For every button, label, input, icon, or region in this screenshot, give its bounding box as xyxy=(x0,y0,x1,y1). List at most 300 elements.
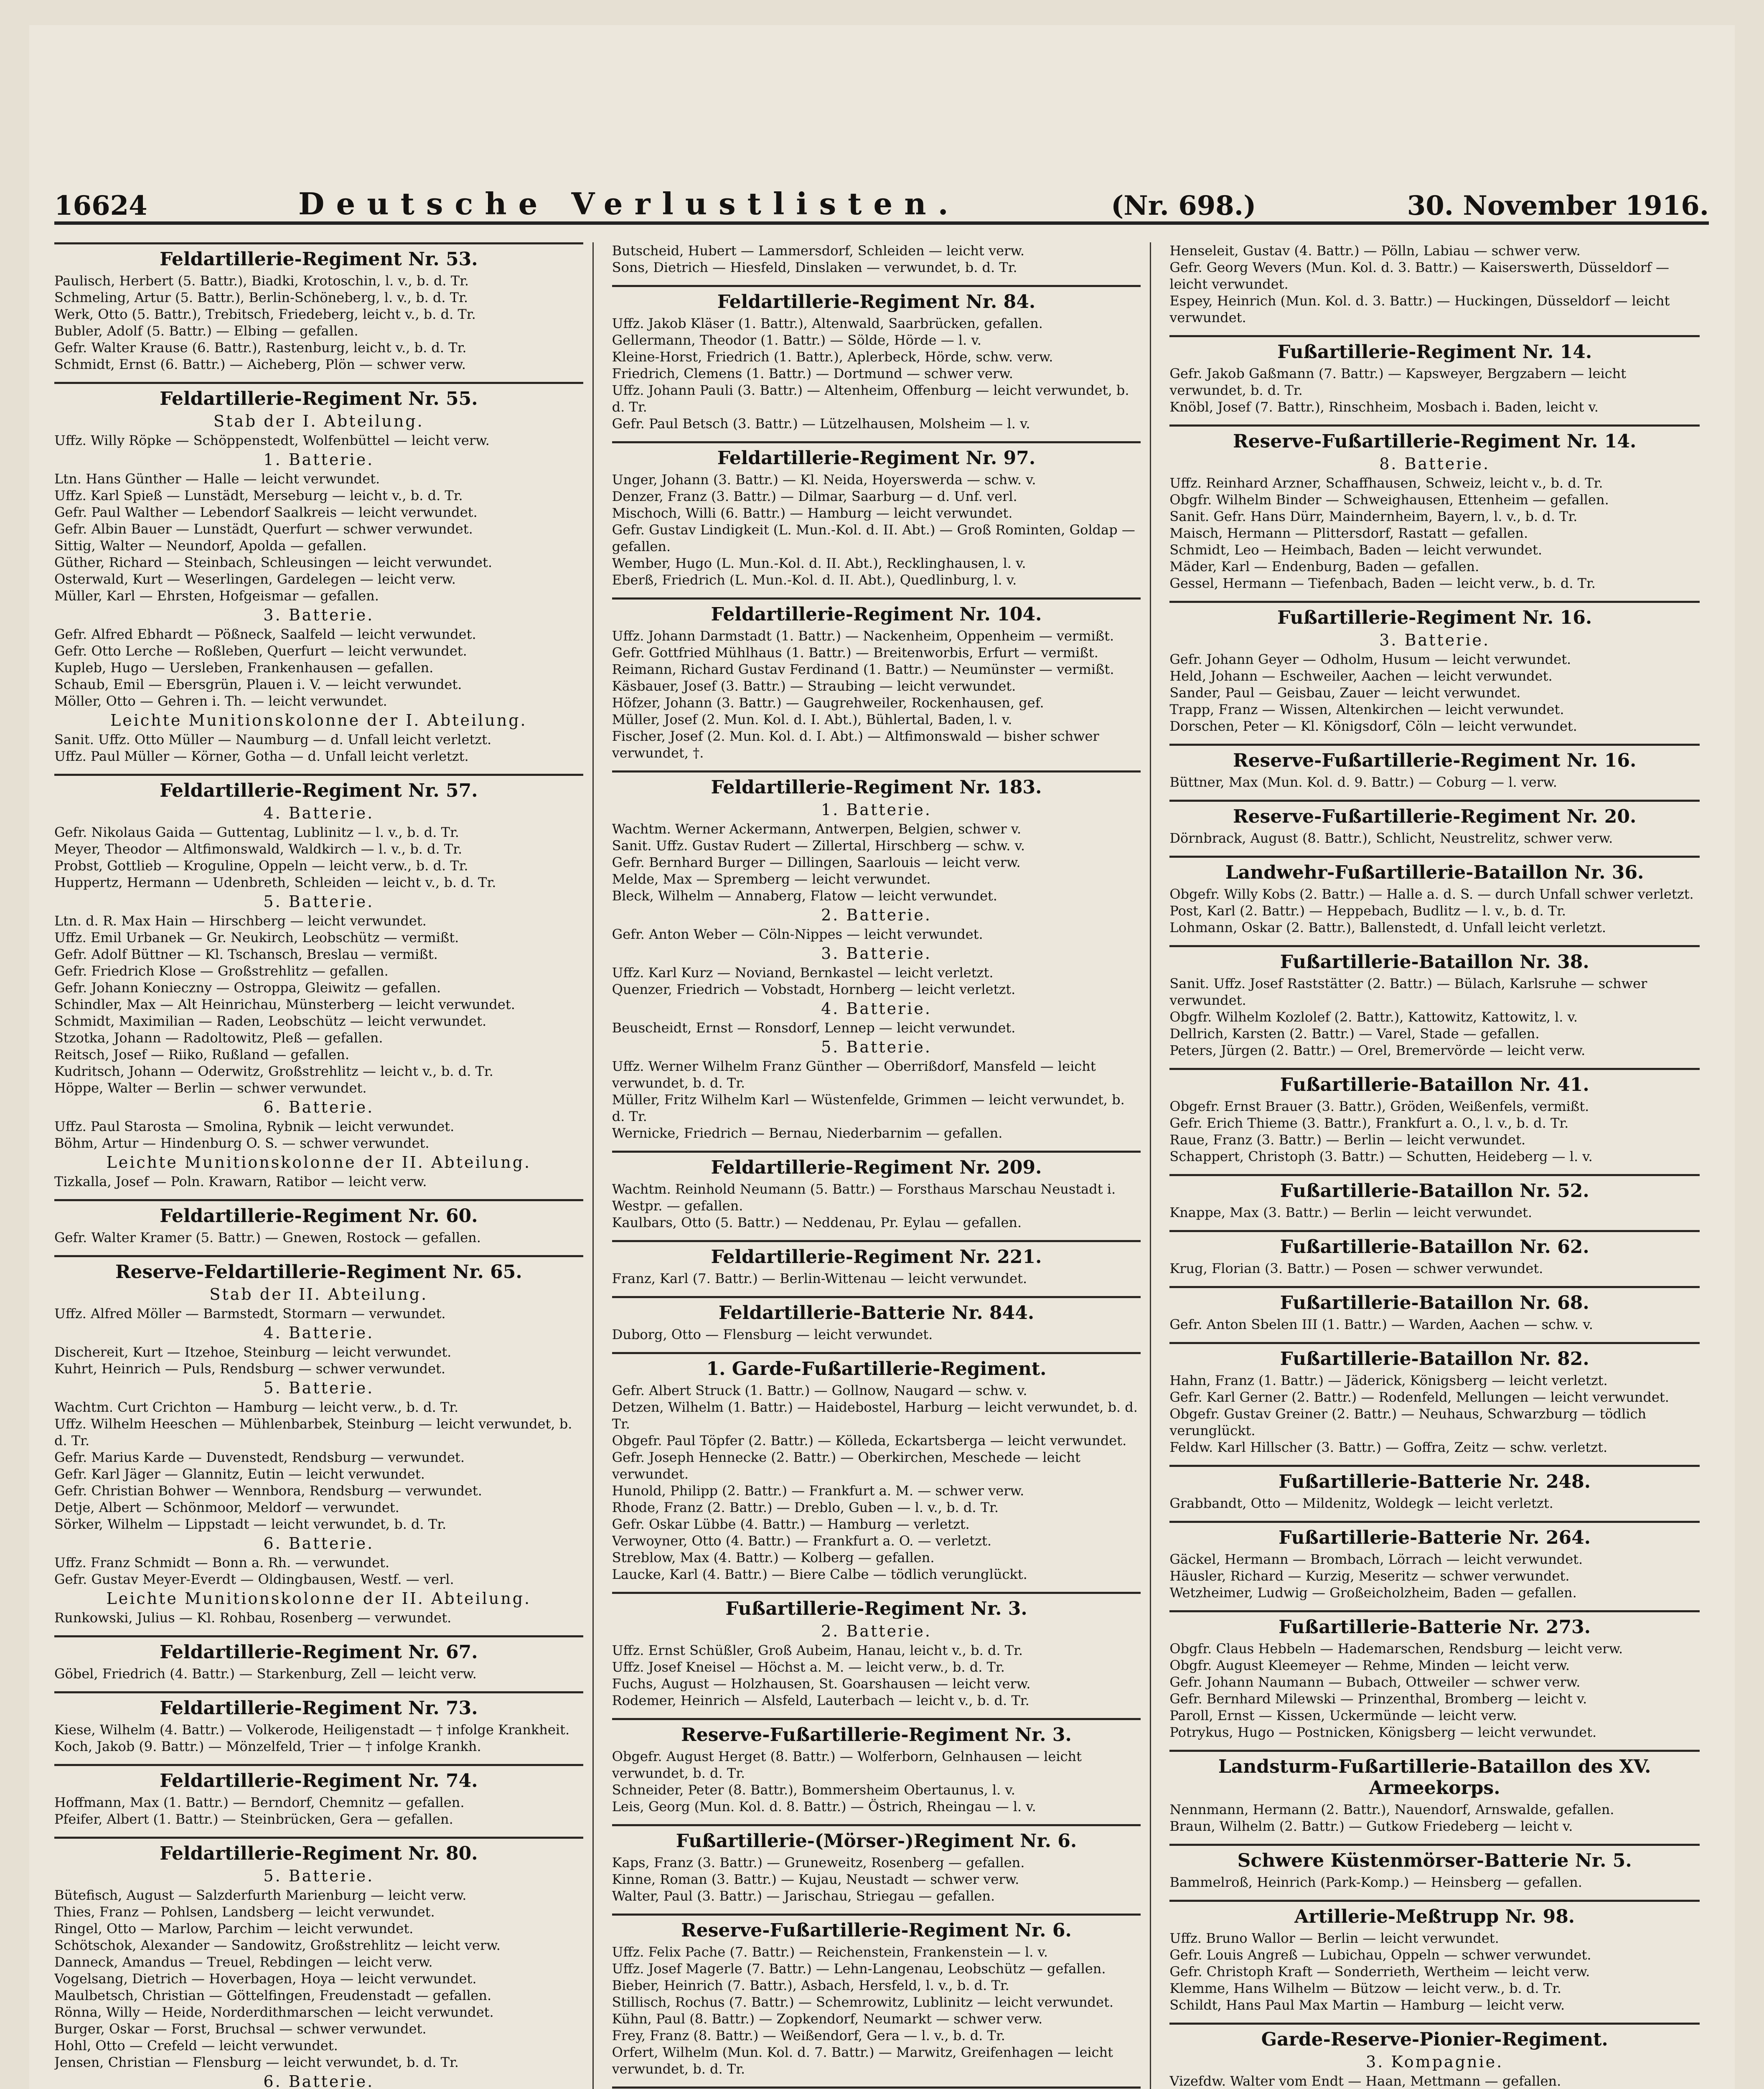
casualty-entry: Rhode, Franz (2. Battr.) — Dreblo, Guben — l. v., b. d. Tr. xyxy=(612,1499,999,1515)
section-title: Feldartillerie-Regiment Nr. 209. xyxy=(612,1151,1141,1178)
regiment-section xyxy=(1169,856,1700,936)
casualty-entry: Kaps, Franz (3. Battr.) — Gruneweitz, Rosenberg — gefallen. xyxy=(612,1855,1025,1870)
casualty-entry: Bieber, Heinrich (7. Battr.), Asbach, Hersfeld, l. v., b. d. Tr. xyxy=(612,1977,1009,1993)
unit-subheading: Leichte Munitionskolonne der II. Abteilung. xyxy=(106,1589,531,1608)
casualty-entry: Gefr. Bernhard Burger — Dillingen, Saarlouis — leicht verw. xyxy=(612,854,1021,870)
unit-subheading: 5. Batterie. xyxy=(263,1867,374,1885)
casualty-entry: Wachtm. Reinhold Neumann (5. Battr.) — Forsthaus Marschau Neustadt i. Westpr. — gefallen. xyxy=(612,1181,1116,1214)
regiment-section xyxy=(612,1824,1141,1904)
casualty-entry: Fischer, Josef (2. Mun. Kol. d. I. Abt.) — Altfimonswald — bisher schwer verwundet, †. xyxy=(612,728,1099,761)
casualty-entry: Hoffmann, Max (1. Battr.) — Berndorf, Chemnitz — gefallen. xyxy=(54,1794,465,1810)
regiment-section xyxy=(54,1635,583,1682)
section-title: Feldartillerie-Regiment Nr. 55. xyxy=(54,382,583,409)
casualty-entry: Thies, Franz — Pohlsen, Landsberg — leicht verwundet. xyxy=(54,1904,435,1920)
casualty-entry: Meyer, Theodor — Altfimonswald, Waldkirch — l. v., b. d. Tr. xyxy=(54,841,463,857)
casualty-entry: Gäckel, Hermann — Brombach, Lörrach — leicht verwundet. xyxy=(1169,1551,1583,1567)
unit-subheading: 6. Batterie. xyxy=(263,1098,374,1116)
regiment-section xyxy=(54,382,583,765)
casualty-entry: Uffz. Johann Darmstadt (1. Battr.) — Nackenheim, Oppenheim — vermißt. xyxy=(612,628,1114,644)
casualty-entry: Kudritsch, Johann — Oderwitz, Großstrehlitz — leicht v., b. d. Tr. xyxy=(54,1063,493,1079)
casualty-entry: Uffz. Ernst Schüßler, Groß Aubeim, Hanau, leicht v., b. d. Tr. xyxy=(612,1642,1023,1658)
casualty-entry: Gefr. Anton Sbelen III (1. Battr.) — Warden, Aachen — schw. v. xyxy=(1169,1316,1593,1332)
section-title: Fußartillerie-Batterie Nr. 273. xyxy=(1169,1610,1700,1638)
section-title: Feldartillerie-Regiment Nr. 57. xyxy=(54,774,583,801)
casualty-entry: Gefr. Johann Naumann — Bubach, Ottweiler — schwer verw. xyxy=(1169,1674,1581,1690)
section-title: Fußartillerie-Bataillon Nr. 38. xyxy=(1169,945,1700,973)
casualty-entry: Obgfr. August Kleemeyer — Rehme, Minden — leicht verw. xyxy=(1169,1657,1570,1673)
casualty-entry: Gefr. Adolf Büttner — Kl. Tschansch, Breslau — vermißt. xyxy=(54,946,438,962)
casualty-entry: Hohl, Otto — Crefeld — leicht verwundet. xyxy=(54,2038,338,2053)
casualty-entry: Gefr. Otto Lerche — Roßleben, Querfurt — leicht verwundet. xyxy=(54,643,467,659)
casualty-entry: Vogelsang, Dietrich — Hoverbagen, Hoya — leicht verwundet. xyxy=(54,1971,477,1987)
unit-subheading: Stab der I. Abteilung. xyxy=(213,412,424,430)
regiment-section xyxy=(54,774,583,1190)
regiment-section xyxy=(612,770,1141,1141)
casualty-entry: Melde, Max — Spremberg — leicht verwundet. xyxy=(612,871,931,887)
regiment-section xyxy=(1169,242,1700,326)
section-title: Reserve-Fußartillerie-Regiment Nr. 3. xyxy=(612,1718,1141,1746)
casualty-entry: Kühn, Paul (8. Battr.) — Zopkendorf, Neumarkt — schwer verw. xyxy=(612,2011,1043,2027)
regiment-section xyxy=(1169,1900,1700,2013)
casualty-entry: Uffz. Josef Kneisel — Höchst a. M. — leicht verw., b. d. Tr. xyxy=(612,1659,1005,1675)
regiment-section xyxy=(54,1199,583,1246)
regiment-section xyxy=(54,1764,583,1827)
casualty-entry: Grabbandt, Otto — Mildenitz, Woldegk — leicht verletzt. xyxy=(1169,1495,1553,1511)
casualty-entry: Obgefr. Ernst Brauer (3. Battr.), Gröden, Weißenfels, vermißt. xyxy=(1169,1098,1589,1114)
casualty-entry: Gefr. Karl Gerner (2. Battr.) — Rodenfeld, Mellungen — leicht verwundet. xyxy=(1169,1389,1669,1405)
casualty-entry: Uffz. Jakob Kläser (1. Battr.), Altenwald, Saarbrücken, gefallen. xyxy=(612,315,1043,331)
casualty-entry: Göbel, Friedrich (4. Battr.) — Starkenburg, Zell — leicht verw. xyxy=(54,1666,477,1682)
section-title: Fußartillerie-Regiment Nr. 3. xyxy=(612,1592,1141,1619)
regiment-section xyxy=(612,1914,1141,2077)
casualty-entry: Feldw. Karl Hillscher (3. Battr.) — Goffra, Zeitz — schw. verletzt. xyxy=(1169,1439,1608,1455)
casualty-entry: Wachtm. Curt Crichton — Hamburg — leicht verw., b. d. Tr. xyxy=(54,1399,459,1415)
casualty-entry: Bammelroß, Heinrich (Park-Komp.) — Heinsberg — gefallen. xyxy=(1169,1874,1582,1890)
section-title: Fußartillerie-Batterie Nr. 248. xyxy=(1169,1465,1700,1492)
casualty-entry: Häusler, Richard — Kurzig, Meseritz — schwer verwundet. xyxy=(1169,1568,1570,1584)
unit-subheading: 4. Batterie. xyxy=(821,999,932,1018)
casualty-entry: Hahn, Franz (1. Battr.) — Jäderick, Königsberg — leicht verletzt. xyxy=(1169,1372,1608,1388)
casualty-entry: Franz, Karl (7. Battr.) — Berlin-Wittenau — leicht verwundet. xyxy=(612,1271,1027,1286)
regiment-section xyxy=(1169,1844,1700,1891)
newspaper-page xyxy=(29,25,1735,2089)
unit-subheading: 6. Batterie. xyxy=(263,1534,374,1553)
casualty-entry: Schaub, Emil — Ebersgrün, Plauen i. V. — leicht verwundet. xyxy=(54,676,462,692)
section-title: Landsturm-Fußartillerie-Bataillon des XV. Armeekorps. xyxy=(1169,1750,1700,1799)
unit-subheading: 5. Batterie. xyxy=(263,892,374,911)
casualty-entry: Fuchs, August — Holzhausen, St. Goarshausen — leicht verw. xyxy=(612,1676,1031,1692)
casualty-entry: Uffz. Werner Wilhelm Franz Günther — Oberrißdorf, Mansfeld — leicht verwundet, b. d. Tr. xyxy=(612,1058,1096,1091)
casualty-entry: Müller, Karl — Ehrsten, Hofgeismar — gefallen. xyxy=(54,588,379,604)
casualty-entry: Ringel, Otto — Marlow, Parchim — leicht verwundet. xyxy=(54,1921,414,1937)
casualty-entry: Höfzer, Johann (3. Battr.) — Gaugrehweiler, Rockenhausen, gef. xyxy=(612,695,1044,711)
casualty-entry: Kleine-Horst, Friedrich (1. Battr.), Aplerbeck, Hörde, schw. verw. xyxy=(612,349,1053,365)
casualty-entry: Schmidt, Ernst (6. Battr.) — Aicheberg, Plön — schwer verw. xyxy=(54,356,466,372)
casualty-entry: Schmidt, Maximilian — Raden, Leobschütz — leicht verwundet. xyxy=(54,1013,487,1029)
section-title: Feldartillerie-Regiment Nr. 53. xyxy=(54,242,583,270)
casualty-entry: Schötschok, Alexander — Sandowitz, Großstrehlitz — leicht verw. xyxy=(54,1937,501,1953)
regiment-section xyxy=(1169,744,1700,790)
casualty-entry: Laucke, Karl (4. Battr.) — Biere Calbe — tödlich verunglückt. xyxy=(612,1566,1027,1582)
section-title: Fußartillerie-Regiment Nr. 16. xyxy=(1169,601,1700,628)
unit-subheading: Leichte Munitionskolonne der II. Abteilung. xyxy=(106,1153,531,1172)
casualty-entry: Denzer, Franz (3. Battr.) — Dilmar, Saarburg — d. Unf. verl. xyxy=(612,488,1017,504)
casualty-entry: Kuhrt, Heinrich — Puls, Rendsburg — schwer verwundet. xyxy=(54,1361,446,1377)
section-title: Feldartillerie-Regiment Nr. 221. xyxy=(612,1240,1141,1268)
casualty-entry: Paroll, Ernst — Kissen, Uckermünde — leicht verw. xyxy=(1169,1708,1517,1723)
casualty-entry: Danneck, Amandus — Treuel, Rebdingen — leicht verw. xyxy=(54,1954,433,1970)
casualty-entry: Gefr. Erich Thieme (3. Battr.), Frankfurt a. O., l. v., b. d. Tr. xyxy=(1169,1115,1569,1131)
casualty-entry: Gefr. Nikolaus Gaida — Guttentag, Lublinitz — l. v., b. d. Tr. xyxy=(54,824,459,840)
casualty-entry: Schmidt, Leo — Heimbach, Baden — leicht verwundet. xyxy=(1169,542,1543,558)
casualty-entry: Quenzer, Friedrich — Vobstadt, Hornberg — leicht verletzt. xyxy=(612,981,1016,997)
casualty-entry: Uffz. Bruno Wallor — Berlin — leicht verwundet. xyxy=(1169,1930,1499,1946)
casualty-entry: Gefr. Walter Krause (6. Battr.), Rastenburg, leicht v., b. d. Tr. xyxy=(54,340,467,356)
casualty-entry: Möller, Otto — Gehren i. Th. — leicht verwundet. xyxy=(54,693,387,709)
casualty-entry: Beuscheidt, Ernst — Ronsdorf, Lennep — leicht verwundet. xyxy=(612,1020,1016,1036)
casualty-entry: Kupleb, Hugo — Uersleben, Frankenhausen — gefallen. xyxy=(54,660,434,676)
casualty-entry: Uffz. Alfred Möller — Barmstedt, Stormarn — verwundet. xyxy=(54,1306,446,1322)
casualty-entry: Runkowski, Julius — Kl. Rohbau, Rosenberg — verwundet. xyxy=(54,1610,452,1626)
regiment-section xyxy=(1169,1465,1700,1512)
unit-subheading: 1. Batterie. xyxy=(821,801,932,819)
casualty-entry: Uffz. Emil Urbanek — Gr. Neukirch, Leobschütz — vermißt. xyxy=(54,930,459,945)
section-title: Fußartillerie-Bataillon Nr. 52. xyxy=(1169,1174,1700,1202)
regiment-section xyxy=(54,1837,583,2089)
casualty-entry: Gefr. Oskar Lübbe (4. Battr.) — Hamburg — verletzt. xyxy=(612,1516,970,1532)
regiment-section xyxy=(1169,1750,1700,1835)
regiment-section xyxy=(1169,1068,1700,1165)
casualty-entry: Friedrich, Clemens (1. Battr.) — Dortmund — schwer verw. xyxy=(612,366,1013,381)
section-title: Fußartillerie-Regiment Nr. 14. xyxy=(1169,335,1700,363)
unit-subheading: 3. Batterie. xyxy=(821,944,932,963)
issue-date: 30. November 1916. xyxy=(1407,190,1709,221)
casualty-entry: Schappert, Christoph (3. Battr.) — Schutten, Heideberg — l. v. xyxy=(1169,1149,1593,1164)
casualty-entry: Obgefr. August Herget (8. Battr.) — Wolferborn, Gelnhausen — leicht verwundet, b. d. Tr. xyxy=(612,1748,1082,1781)
unit-subheading: Stab der II. Abteilung. xyxy=(209,1285,428,1304)
casualty-entry: Sander, Paul — Geisbau, Zauer — leicht verwundet. xyxy=(1169,685,1521,701)
casualty-entry: Sörker, Wilhelm — Lippstadt — leicht verwundet, b. d. Tr. xyxy=(54,1516,447,1532)
regiment-section xyxy=(1169,1230,1700,1277)
casualty-entry: Kaulbars, Otto (5. Battr.) — Neddenau, Pr. Eylau — gefallen. xyxy=(612,1215,1022,1230)
casualty-entry: Sons, Dietrich — Hiesfeld, Dinslaken — verwundet, b. d. Tr. xyxy=(612,259,1017,275)
casualty-entry: Osterwald, Kurt — Weserlingen, Gardelegen — leicht verw. xyxy=(54,571,456,587)
casualty-entry: Gefr. Georg Wevers (Mun. Kol. d. 3. Battr.) — Kaiserswerth, Düsseldorf — leicht verwundet. xyxy=(1169,259,1670,292)
section-title: Reserve-Fußartillerie-Regiment Nr. 14. xyxy=(1169,424,1700,452)
issue-number: (Nr. 698.) xyxy=(1111,190,1256,221)
casualty-entry: Sanit. Uffz. Gustav Rudert — Zillertal, Hirschberg — schw. v. xyxy=(612,838,1025,854)
casualty-entry: Käsbauer, Josef (3. Battr.) — Straubing — leicht verwundet. xyxy=(612,678,1016,694)
page-header xyxy=(54,184,1709,225)
section-title: Fußartillerie-Bataillon Nr. 62. xyxy=(1169,1230,1700,1258)
casualty-entry: Uffz. Franz Schmidt — Bonn a. Rh. — verwundet. xyxy=(54,1555,390,1571)
casualty-entry: Kinne, Roman (3. Battr.) — Kujau, Neustadt — schwer verw. xyxy=(612,1871,1019,1887)
section-title xyxy=(612,2086,1141,2089)
casualty-entry: Kiese, Wilhelm (4. Battr.) — Volkerode, Heiligenstadt — † infolge Krankheit. xyxy=(54,1722,570,1738)
regiment-section xyxy=(1169,800,1700,846)
section-title: Feldartillerie-Regiment Nr. 74. xyxy=(54,1764,583,1792)
casualty-entry: Gefr. Friedrich Klose — Großstrehlitz — gefallen. xyxy=(54,963,389,979)
unit-subheading: 2. Batterie. xyxy=(821,906,932,924)
unit-subheading: 3. Kompagnie. xyxy=(1366,2053,1504,2071)
casualty-entry: Gefr. Albin Bauer — Lunstädt, Querfurt — schwer verwundet. xyxy=(54,521,473,537)
casualty-entry: Wetzheimer, Ludwig — Großeicholzheim, Baden — gefallen. xyxy=(1169,1585,1577,1601)
unit-subheading: 1. Batterie. xyxy=(263,450,374,469)
casualty-entry: Krug, Florian (3. Battr.) — Posen — schwer verwundet. xyxy=(1169,1261,1543,1276)
casualty-entry: Gefr. Albert Struck (1. Battr.) — Gollnow, Naugard — schw. v. xyxy=(612,1383,1027,1398)
casualty-entry: Dischereit, Kurt — Itzehoe, Steinburg — leicht verwundet. xyxy=(54,1344,452,1360)
casualty-entry: Wember, Hugo (L. Mun.-Kol. d. II. Abt.), Recklinghausen, l. v. xyxy=(612,555,1026,571)
casualty-entry: Gefr. Gustav Meyer-Everdt — Oldingbausen, Westf. — verl. xyxy=(54,1571,454,1587)
casualty-entry: Klemme, Hans Wilhelm — Bützow — leicht verw., b. d. Tr. xyxy=(1169,1980,1562,1996)
casualty-entry: Probst, Gottlieb — Kroguline, Oppeln — leicht verw., b. d. Tr. xyxy=(54,858,468,874)
casualty-entry: Henseleit, Gustav (4. Battr.) — Pölln, Labiau — schwer verw. xyxy=(1169,243,1581,259)
section-title: Artillerie-Meßtrupp Nr. 98. xyxy=(1169,1900,1700,1927)
casualty-entry: Uffz. Wilhelm Heeschen — Mühlenbarbek, Steinburg — leicht verwundet, b. d. Tr. xyxy=(54,1416,572,1449)
section-title: Reserve-Fußartillerie-Regiment Nr. 16. xyxy=(1169,744,1700,771)
casualty-entry: Verwoyner, Otto (4. Battr.) — Frankfurt a. O. — verletzt. xyxy=(612,1533,992,1549)
regiment-section xyxy=(612,1592,1141,1709)
regiment-section xyxy=(612,2086,1141,2089)
casualty-entry: Maulbetsch, Christian — Göttelfingen, Freudenstadt — gefallen. xyxy=(54,1987,492,2003)
section-title: Reserve-Fußartillerie-Regiment Nr. 6. xyxy=(612,1914,1141,1941)
regiment-section xyxy=(612,242,1141,276)
page-number: 16624 xyxy=(54,190,147,221)
casualty-entry: Büttner, Max (Mun. Kol. d. 9. Battr.) — Coburg — l. verw. xyxy=(1169,774,1557,790)
unit-subheading: 5. Batterie. xyxy=(263,1379,374,1397)
casualty-entry: Detje, Albert — Schönmoor, Meldorf — verwundet. xyxy=(54,1499,399,1515)
casualty-entry: Peters, Jürgen (2. Battr.) — Orel, Bremervörde — leicht verw. xyxy=(1169,1042,1586,1058)
casualty-entry: Uffz. Josef Magerle (7. Battr.) — Lehn-Langenau, Leobschütz — gefallen. xyxy=(612,1961,1106,1977)
casualty-entry: Eberß, Friedrich (L. Mun.-Kol. d. II. Abt.), Quedlinburg, l. v. xyxy=(612,572,1017,588)
section-title: Fußartillerie-(Mörser-)Regiment Nr. 6. xyxy=(612,1824,1141,1852)
casualty-entry: Uffz. Paul Starosta — Smolina, Rybnik — leicht verwundet. xyxy=(54,1118,455,1134)
section-title: Garde-Reserve-Pionier-Regiment. xyxy=(1169,2023,1700,2050)
casualty-entry: Schindler, Max — Alt Heinrichau, Münsterberg — leicht verwundet. xyxy=(54,996,515,1012)
regiment-section xyxy=(612,1151,1141,1231)
casualty-entry: Obgefr. Paul Töpfer (2. Battr.) — Kölleda, Eckartsberga — leicht verwundet. xyxy=(612,1433,1127,1449)
casualty-entry: Dellrich, Karsten (2. Battr.) — Varel, Stade — gefallen. xyxy=(1169,1026,1540,1042)
casualty-entry: Gefr. Christoph Kraft — Sonderrieth, Wertheim — leicht verw. xyxy=(1169,1964,1590,1980)
casualty-entry: Uffz. Willy Röpke — Schöppenstedt, Wolfenbüttel — leicht verw. xyxy=(54,432,490,448)
unit-subheading: 4. Batterie. xyxy=(263,804,374,822)
unit-subheading: 3. Batterie. xyxy=(263,606,374,624)
regiment-section xyxy=(1169,1174,1700,1221)
casualty-entry: Nennmann, Hermann (2. Battr.), Nauendorf, Arnswalde, gefallen. xyxy=(1169,1802,1614,1817)
regiment-section xyxy=(1169,424,1700,592)
regiment-section xyxy=(1169,2023,1700,2089)
casualty-entry: Ltn. d. R. Max Hain — Hirschberg — leicht verwundet. xyxy=(54,913,427,929)
casualty-entry: Rönna, Willy — Heide, Norderdithmarschen — leicht verwundet. xyxy=(54,2004,494,2020)
casualty-entry: Tizkalla, Josef — Poln. Krawarn, Ratibor — leicht verw. xyxy=(54,1174,427,1189)
casualty-entry: Dorschen, Peter — Kl. Königsdorf, Cöln — leicht verwundet. xyxy=(1169,718,1577,734)
casualty-entry: Knappe, Max (3. Battr.) — Berlin — leicht verwundet. xyxy=(1169,1205,1533,1220)
column-2 xyxy=(612,242,1151,2089)
casualty-entry: Streblow, Max (4. Battr.) — Kolberg — gefallen. xyxy=(612,1550,935,1565)
regiment-section xyxy=(1169,1610,1700,1741)
unit-subheading: 2. Batterie. xyxy=(821,1622,932,1640)
casualty-entry: Dörnbrack, August (8. Battr.), Schlicht, Neustrelitz, schwer verw. xyxy=(1169,830,1613,846)
casualty-entry: Sanit. Uffz. Josef Raststätter (2. Battr.) — Bülach, Karlsruhe — schwer verwundet. xyxy=(1169,976,1647,1008)
casualty-entry: Paulisch, Herbert (5. Battr.), Biadki, Krotoschin, l. v., b. d. Tr. xyxy=(54,273,469,289)
column-1 xyxy=(54,242,594,2089)
casualty-entry: Reitsch, Josef — Riiko, Rußland — gefallen. xyxy=(54,1047,349,1062)
regiment-section xyxy=(612,1240,1141,1287)
casualty-entry: Bubler, Adolf (5. Battr.) — Elbing — gefallen. xyxy=(54,323,358,339)
casualty-entry: Wernicke, Friedrich — Bernau, Niederbarnim — gefallen. xyxy=(612,1125,1003,1141)
regiment-section xyxy=(612,285,1141,432)
casualty-entry: Vizefdw. Walter vom Endt — Haan, Mettmann — gefallen. xyxy=(1169,2073,1561,2089)
casualty-entry: Gefr. Walter Kramer (5. Battr.) — Gnewen, Rostock — gefallen. xyxy=(54,1230,481,1245)
section-title: Schwere Küstenmörser-Batterie Nr. 5. xyxy=(1169,1844,1700,1871)
casualty-entry: Wachtm. Werner Ackermann, Antwerpen, Belgien, schwer v. xyxy=(612,821,1022,837)
casualty-entry: Gefr. Gustav Lindigkeit (L. Mun.-Kol. d. II. Abt.) — Groß Rominten, Goldap — gefallen. xyxy=(612,522,1135,554)
casualty-entry: Mischoch, Willi (6. Battr.) — Hamburg — leicht verwundet. xyxy=(612,505,1013,521)
section-title: Fußartillerie-Bataillon Nr. 82. xyxy=(1169,1342,1700,1370)
casualty-entry: Gefr. Marius Karde — Duvenstedt, Rendsburg — verwundet. xyxy=(54,1449,465,1465)
unit-subheading: Leichte Munitionskolonne der I. Abteilung. xyxy=(110,711,527,729)
section-title: Fußartillerie-Bataillon Nr. 68. xyxy=(1169,1286,1700,1314)
casualty-entry: Gefr. Bernhard Milewski — Prinzenthal, Bromberg — leicht v. xyxy=(1169,1691,1587,1707)
column-3 xyxy=(1169,242,1709,2089)
regiment-section xyxy=(612,1296,1141,1343)
regiment-section xyxy=(1169,1521,1700,1601)
casualty-entry: Müller, Josef (2. Mun. Kol. d. I. Abt.), Bühlertal, Baden, l. v. xyxy=(612,712,1012,727)
section-title: Feldartillerie-Regiment Nr. 183. xyxy=(612,770,1141,798)
casualty-entry: Gefr. Anton Weber — Cöln-Nippes — leicht verwundet. xyxy=(612,926,983,942)
regiment-section xyxy=(54,1255,583,1626)
casualty-entry: Gefr. Christian Bohwer — Wennbora, Rendsburg — verwundet. xyxy=(54,1483,482,1499)
regiment-section xyxy=(612,1352,1141,1583)
casualty-entry: Raue, Franz (3. Battr.) — Berlin — leicht verwundet. xyxy=(1169,1132,1526,1148)
casualty-entry: Müller, Fritz Wilhelm Karl — Wüstenfelde, Grimmen — leicht verwundet, b. d. Tr. xyxy=(612,1092,1125,1124)
casualty-entry: Mäder, Karl — Endenburg, Baden — gefallen. xyxy=(1169,559,1479,574)
section-title: Feldartillerie-Regiment Nr. 104. xyxy=(612,597,1141,625)
section-title: Feldartillerie-Regiment Nr. 97. xyxy=(612,441,1141,469)
regiment-section xyxy=(612,441,1141,588)
casualty-entry: Schmeling, Artur (5. Battr.), Berlin-Schöneberg, l. v., b. d. Tr. xyxy=(54,290,468,305)
casualty-entry: Espey, Heinrich (Mun. Kol. d. 3. Battr.) — Huckingen, Düsseldorf — leicht verwundet. xyxy=(1169,293,1670,325)
casualty-entry: Stzotka, Johann — Radoltowitz, Pleß — gefallen. xyxy=(54,1030,383,1046)
regiment-section xyxy=(1169,1342,1700,1456)
casualty-entry: Böhm, Artur — Hindenburg O. S. — schwer verwundet. xyxy=(54,1135,430,1151)
regiment-section xyxy=(54,242,583,373)
casualty-entry: Gefr. Paul Walther — Lebendorf Saalkreis — leicht verwundet. xyxy=(54,504,478,520)
casualty-entry: Duborg, Otto — Flensburg — leicht verwundet. xyxy=(612,1327,933,1342)
section-title: Feldartillerie-Regiment Nr. 73. xyxy=(54,1691,583,1719)
text-columns xyxy=(54,242,1709,2089)
casualty-entry: Werk, Otto (5. Battr.), Trebitsch, Friedeberg, leicht v., b. d. Tr. xyxy=(54,306,476,322)
casualty-entry: Gefr. Jakob Gaßmann (7. Battr.) — Kapsweyer, Bergzabern — leicht verwundet, b. d. Tr. xyxy=(1169,366,1627,398)
section-title: Reserve-Feldartillerie-Regiment Nr. 65. xyxy=(54,1255,583,1283)
casualty-entry: Obgefr. Willy Kobs (2. Battr.) — Halle a. d. S. — durch Unfall schwer verletzt. xyxy=(1169,886,1694,902)
unit-subheading: 4. Batterie. xyxy=(263,1324,374,1342)
casualty-entry: Walter, Paul (3. Battr.) — Jarischau, Striegau — gefallen. xyxy=(612,1888,995,1904)
casualty-entry: Uffz. Felix Pache (7. Battr.) — Reichenstein, Frankenstein — l. v. xyxy=(612,1944,1048,1960)
casualty-entry: Gefr. Louis Angreß — Lubichau, Oppeln — schwer verwundet. xyxy=(1169,1947,1591,1963)
casualty-entry: Uffz. Karl Kurz — Noviand, Bernkastel — leicht verletzt. xyxy=(612,965,994,981)
casualty-entry: Burger, Oskar — Forst, Bruchsal — schwer verwundet. xyxy=(54,2021,427,2037)
casualty-entry: Post, Karl (2. Battr.) — Heppebach, Budlitz — l. v., b. d. Tr. xyxy=(1169,903,1566,919)
casualty-entry: Knöbl, Josef (7. Battr.), Rinschheim, Mosbach i. Baden, leicht v. xyxy=(1169,399,1599,415)
casualty-entry: Reimann, Richard Gustav Ferdinand (1. Battr.) — Neumünster — vermißt. xyxy=(612,661,1114,677)
casualty-entry: Gellermann, Theodor (1. Battr.) — Sölde, Hörde — l. v. xyxy=(612,332,981,348)
section-title: Fußartillerie-Batterie Nr. 264. xyxy=(1169,1521,1700,1548)
casualty-entry: Schildt, Hans Paul Max Martin — Hamburg — leicht verw. xyxy=(1169,1997,1565,2013)
unit-subheading: 8. Batterie. xyxy=(1379,455,1490,473)
casualty-entry: Bütefisch, August — Salzderfurth Marienburg — leicht verw. xyxy=(54,1887,467,1903)
section-title: Feldartillerie-Regiment Nr. 84. xyxy=(612,285,1141,313)
casualty-entry: Gefr. Johann Geyer — Odholm, Husum — leicht verwundet. xyxy=(1169,651,1571,667)
casualty-entry: Koch, Jakob (9. Battr.) — Mönzelfeld, Trier — † infolge Krankh. xyxy=(54,1738,481,1754)
casualty-entry: Höppe, Walter — Berlin — schwer verwundet. xyxy=(54,1080,367,1096)
casualty-entry: Gefr. Johann Konieczny — Ostroppa, Gleiwitz — gefallen. xyxy=(54,980,441,996)
regiment-section xyxy=(1169,335,1700,415)
casualty-entry: Gefr. Alfred Ebhardt — Pößneck, Saalfeld — leicht verwundet. xyxy=(54,626,476,642)
casualty-entry: Leis, Georg (Mun. Kol. d. 8. Battr.) — Östrich, Rheingau — l. v. xyxy=(612,1799,1036,1815)
casualty-entry: Frey, Franz (8. Battr.) — Weißendorf, Gera — l. v., b. d. Tr. xyxy=(612,2028,1005,2043)
casualty-entry: Orfert, Wilhelm (Mun. Kol. d. 7. Battr.) — Marwitz, Greifenhagen — leicht verwundet, b. d. Tr. xyxy=(612,2044,1113,2077)
section-title: Reserve-Fußartillerie-Regiment Nr. 20. xyxy=(1169,800,1700,827)
section-title: 1. Garde-Fußartillerie-Regiment. xyxy=(612,1352,1141,1380)
regiment-section xyxy=(1169,1286,1700,1333)
casualty-entry: Schneider, Peter (8. Battr.), Bommersheim Obertaunus, l. v. xyxy=(612,1782,1015,1798)
casualty-entry: Unger, Johann (3. Battr.) — Kl. Neida, Hoyerswerda — schw. v. xyxy=(612,472,1036,488)
unit-subheading: 5. Batterie. xyxy=(821,1038,932,1056)
casualty-entry: Uffz. Johann Pauli (3. Battr.) — Altenheim, Offenburg — leicht verwundet, b. d. Tr. xyxy=(612,382,1129,415)
casualty-entry: Trapp, Franz — Wissen, Altenkirchen — leicht verwundet. xyxy=(1169,701,1564,717)
section-title: Feldartillerie-Batterie Nr. 844. xyxy=(612,1296,1141,1324)
casualty-entry: Potrykus, Hugo — Postnicken, Königsberg — leicht verwundet. xyxy=(1169,1724,1597,1740)
section-title: Landwehr-Fußartillerie-Bataillon Nr. 36. xyxy=(1169,856,1700,883)
casualty-entry: Sanit. Uffz. Otto Müller — Naumburg — d. Unfall leicht verletzt. xyxy=(54,732,492,747)
casualty-entry: Gessel, Hermann — Tiefenbach, Baden — leicht verw., b. d. Tr. xyxy=(1169,575,1596,591)
casualty-entry: Uffz. Karl Spieß — Lunstädt, Merseburg — leicht v., b. d. Tr. xyxy=(54,488,463,503)
casualty-entry: Gefr. Joseph Hennecke (2. Battr.) — Oberkirchen, Meschede — leicht verwundet. xyxy=(612,1449,1080,1482)
unit-subheading: 6. Batterie. xyxy=(263,2072,374,2089)
casualty-entry: Stillisch, Rochus (7. Battr.) — Schemrowitz, Lublinitz — leicht verwundet. xyxy=(612,1994,1114,2010)
regiment-section xyxy=(1169,601,1700,734)
section-title: Feldartillerie-Regiment Nr. 60. xyxy=(54,1199,583,1227)
casualty-entry: Maisch, Hermann — Plittersdorf, Rastatt — gefallen. xyxy=(1169,525,1528,541)
casualty-entry: Sittig, Walter — Neundorf, Apolda — gefallen. xyxy=(54,538,367,554)
unit-subheading: 3. Batterie. xyxy=(1379,631,1490,649)
regiment-section xyxy=(1169,945,1700,1059)
casualty-entry: Braun, Wilhelm (2. Battr.) — Gutkow Friedeberg — leicht v. xyxy=(1169,1818,1573,1834)
casualty-entry: Detzen, Wilhelm (1. Battr.) — Haidebostel, Harburg — leicht verwundet, b. d. Tr. xyxy=(612,1399,1138,1432)
casualty-entry: Lohmann, Oskar (2. Battr.), Ballenstedt, d. Unfall leicht verletzt. xyxy=(1169,920,1606,935)
casualty-entry: Sanit. Gefr. Hans Dürr, Maindernheim, Bayern, l. v., b. d. Tr. xyxy=(1169,508,1578,524)
casualty-entry: Huppertz, Hermann — Udenbreth, Schleiden — leicht v., b. d. Tr. xyxy=(54,874,496,890)
regiment-section xyxy=(612,1718,1141,1815)
regiment-section xyxy=(54,1691,583,1755)
casualty-entry: Pfeifer, Albert (1. Battr.) — Steinbrücken, Gera — gefallen. xyxy=(54,1811,453,1827)
casualty-entry: Rodemer, Heinrich — Alsfeld, Lauterbach — leicht v., b. d. Tr. xyxy=(612,1693,1029,1708)
regiment-section xyxy=(612,597,1141,761)
section-title: Feldartillerie-Regiment Nr. 67. xyxy=(54,1635,583,1663)
casualty-entry: Uffz. Reinhard Arzner, Schaffhausen, Schweiz, leicht v., b. d. Tr. xyxy=(1169,475,1603,491)
casualty-entry: Jensen, Christian — Flensburg — leicht verwundet, b. d. Tr. xyxy=(54,2054,459,2070)
section-title: Fußartillerie-Bataillon Nr. 41. xyxy=(1169,1068,1700,1095)
casualty-entry: Obgfr. Claus Hebbeln — Hademarschen, Rendsburg — leicht verw. xyxy=(1169,1641,1623,1657)
casualty-entry: Bleck, Wilhelm — Annaberg, Flatow — leicht verwundet. xyxy=(612,888,997,904)
casualty-entry: Hunold, Philipp (2. Battr.) — Frankfurt a. M. — schwer verw. xyxy=(612,1483,1024,1499)
casualty-entry: Butscheid, Hubert — Lammersdorf, Schleiden — leicht verw. xyxy=(612,243,1025,259)
casualty-entry: Ltn. Hans Günther — Halle — leicht verwundet. xyxy=(54,471,380,487)
casualty-entry: Güther, Richard — Steinbach, Schleusingen — leicht verwundet. xyxy=(54,554,492,570)
casualty-entry: Uffz. Paul Müller — Körner, Gotha — d. Unfall leicht verletzt. xyxy=(54,748,469,764)
casualty-entry: Gefr. Karl Jäger — Glannitz, Eutin — leicht verwundet. xyxy=(54,1466,425,1482)
